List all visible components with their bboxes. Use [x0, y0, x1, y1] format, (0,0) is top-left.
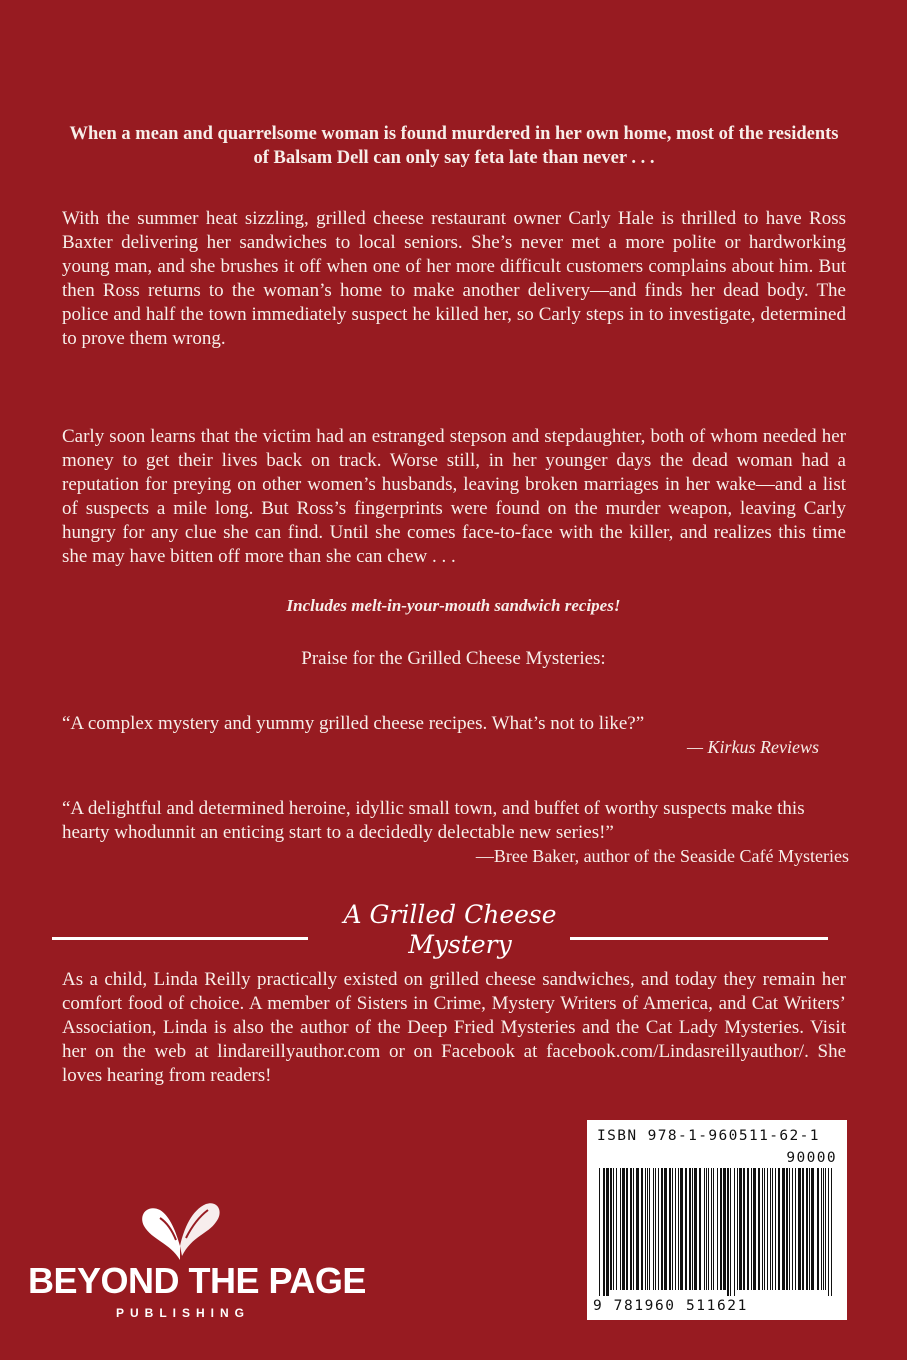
barcode-bar	[767, 1168, 768, 1290]
review-quote-2: “A delightful and determined heroine, idyllic small town, and buffet of worthy suspects make this hearty whodunnit an enticing start to a decidedly delectable new series!”	[62, 798, 805, 843]
barcode-bar	[645, 1168, 646, 1290]
barcode-bar	[661, 1168, 663, 1290]
barcode-bar	[772, 1168, 773, 1290]
barcode-bar	[809, 1168, 810, 1290]
barcode-bar	[753, 1168, 756, 1290]
author-bio: As a child, Linda Reilly practically existed on grilled cheese sandwiches, and today they remain her comfort food of choice. A member of Sisters in Crime, Mystery Writers of America, and Cat Writers’ Association, Linda is also the author of the Deep Fried Mysteries and the Cat Lady Mysteries. Visit her on the web at lindareillyauthor.com or on Facebook at facebook.com/Lindasreillyauthor/. She loves hearing from readers!	[62, 969, 846, 1086]
series-logo-line-1: A Grilled Cheese	[343, 900, 557, 929]
barcode-bar	[653, 1168, 654, 1290]
barcode-bar	[778, 1168, 780, 1290]
barcode-bar	[606, 1168, 609, 1296]
publisher-subtitle: PUBLISHING	[115, 1306, 250, 1320]
barcode-bar	[821, 1168, 822, 1290]
review-attribution-1: — Kirkus Reviews	[687, 737, 819, 757]
barcode-bar	[751, 1168, 752, 1290]
barcode-bar	[734, 1168, 735, 1296]
barcode-bar	[795, 1168, 796, 1290]
barcode-bar	[828, 1168, 829, 1296]
barcode-bar	[620, 1168, 621, 1290]
barcode-bar	[782, 1168, 785, 1290]
review-attribution-2: —Bree Baker, author of the Seaside Café Mysteries	[475, 846, 849, 866]
barcode-bar	[802, 1168, 804, 1290]
isbn-barcode	[587, 1120, 847, 1320]
barcode-bar	[806, 1168, 808, 1290]
barcode-bar	[678, 1168, 679, 1290]
barcode-bar	[692, 1168, 693, 1290]
barcode-bar	[747, 1168, 749, 1290]
series-logo-line-2: Mystery	[408, 930, 512, 959]
synopsis-paragraph-2: Carly soon learns that the victim had an estranged stepson and stepdaughter, both of whom needed her money to get their lives back on track. Worse still, in her younger days the dead woman had a reputation for preying on other women’s husbands, leaving broken marriages in her wake—and a list of suspects a mile long. But Ross’s fingerprints were found on the murder weapon, leaving Carly hungry for any clue she can find. Until she comes face-to-face with the killer, and realizes this time she may have bitten off more than she can chew . . .	[62, 426, 846, 567]
barcode-bar	[723, 1168, 726, 1290]
barcode-bar	[789, 1168, 790, 1290]
barcode-bar	[603, 1168, 605, 1296]
barcode-bar	[704, 1168, 705, 1290]
barcode-bar	[743, 1168, 745, 1290]
barcode-bar	[680, 1168, 683, 1290]
barcode-bar	[711, 1168, 712, 1290]
synopsis-paragraph-1: With the summer heat sizzling, grilled cheese restaurant owner Carly Hale is thrilled to have Ross Baxter delivering her sandwiches to local seniors. She’s never met a more polite or hardworking young man, and she brushes it off when one of her more difficult customers complains about him. But then Ross returns to the woman’s home to make another delivery—and finds her dead body. The police and half the town immediately suspect he killed her, so Carly steps in to investigate, determined to prove them wrong.	[62, 208, 846, 349]
barcode-bar	[775, 1168, 776, 1290]
barcode-bar	[630, 1168, 632, 1290]
barcode-bar	[708, 1168, 709, 1290]
barcode-bar	[610, 1168, 612, 1290]
barcode-bar	[616, 1168, 617, 1290]
barcode-bar	[792, 1168, 793, 1290]
barcode-bar	[798, 1168, 801, 1290]
barcode-bar	[823, 1168, 824, 1290]
barcode-bar	[713, 1168, 714, 1290]
barcode-bar	[669, 1168, 671, 1290]
price-code: 90000	[786, 1150, 837, 1166]
ean-text: 9 781960 511621	[593, 1298, 748, 1314]
barcode-bar	[647, 1168, 648, 1290]
barcode-bar	[706, 1168, 707, 1290]
publisher-logo	[28, 1198, 366, 1328]
barcode-bar	[825, 1168, 826, 1290]
barcode-bar	[649, 1168, 650, 1290]
barcode-bar	[689, 1168, 691, 1290]
barcode-bar	[626, 1168, 628, 1290]
barcode-bar	[817, 1168, 819, 1290]
tagline: When a mean and quarrelsome woman is found murdered in her own home, most of the residents of Balsam Dell can only say feta late than never . . .	[69, 124, 839, 168]
barcode-bar	[831, 1168, 832, 1296]
praise-heading: Praise for the Grilled Cheese Mysteries:	[301, 648, 606, 669]
butterfly-icon	[130, 1198, 230, 1268]
barcode-bar	[664, 1168, 667, 1290]
barcode-bar	[685, 1168, 687, 1290]
barcode-bar	[694, 1168, 697, 1290]
barcode-bar	[762, 1168, 763, 1290]
publisher-name: BEYOND THE PAGE	[28, 1260, 366, 1301]
barcode-bar	[699, 1168, 701, 1290]
barcode-bar	[764, 1168, 765, 1290]
barcode-bar	[717, 1168, 718, 1290]
divider-right	[570, 937, 828, 940]
barcode-bar	[672, 1168, 673, 1290]
barcode-bar	[739, 1168, 742, 1290]
barcode-bar	[727, 1168, 729, 1296]
barcode-bar	[737, 1168, 738, 1290]
review-quote-1: “A complex mystery and yummy grilled cheese recipes. What’s not to like?”	[62, 713, 645, 734]
barcode-bar	[758, 1168, 760, 1290]
barcode-bar	[636, 1168, 639, 1290]
barcode-bar	[730, 1168, 731, 1296]
barcode-bar	[811, 1168, 814, 1290]
barcode-bar	[675, 1168, 676, 1290]
recipes-note: Includes melt-in-your-mouth sandwich recipes!	[286, 596, 621, 615]
barcode-bar	[658, 1168, 659, 1290]
barcode-bar	[720, 1168, 722, 1290]
barcode-bar	[599, 1168, 600, 1296]
barcode-bar	[786, 1168, 788, 1290]
divider-left	[52, 937, 308, 940]
barcode-bar	[613, 1168, 614, 1290]
barcode-bar	[622, 1168, 625, 1290]
barcode-bar	[770, 1168, 771, 1290]
barcode-bar	[641, 1168, 643, 1290]
barcode-bars-icon	[597, 1168, 837, 1296]
isbn-text: ISBN 978-1-960511-62-1	[597, 1128, 820, 1144]
barcode-bar	[655, 1168, 656, 1290]
series-logo	[330, 900, 570, 960]
barcode-bar	[633, 1168, 634, 1290]
